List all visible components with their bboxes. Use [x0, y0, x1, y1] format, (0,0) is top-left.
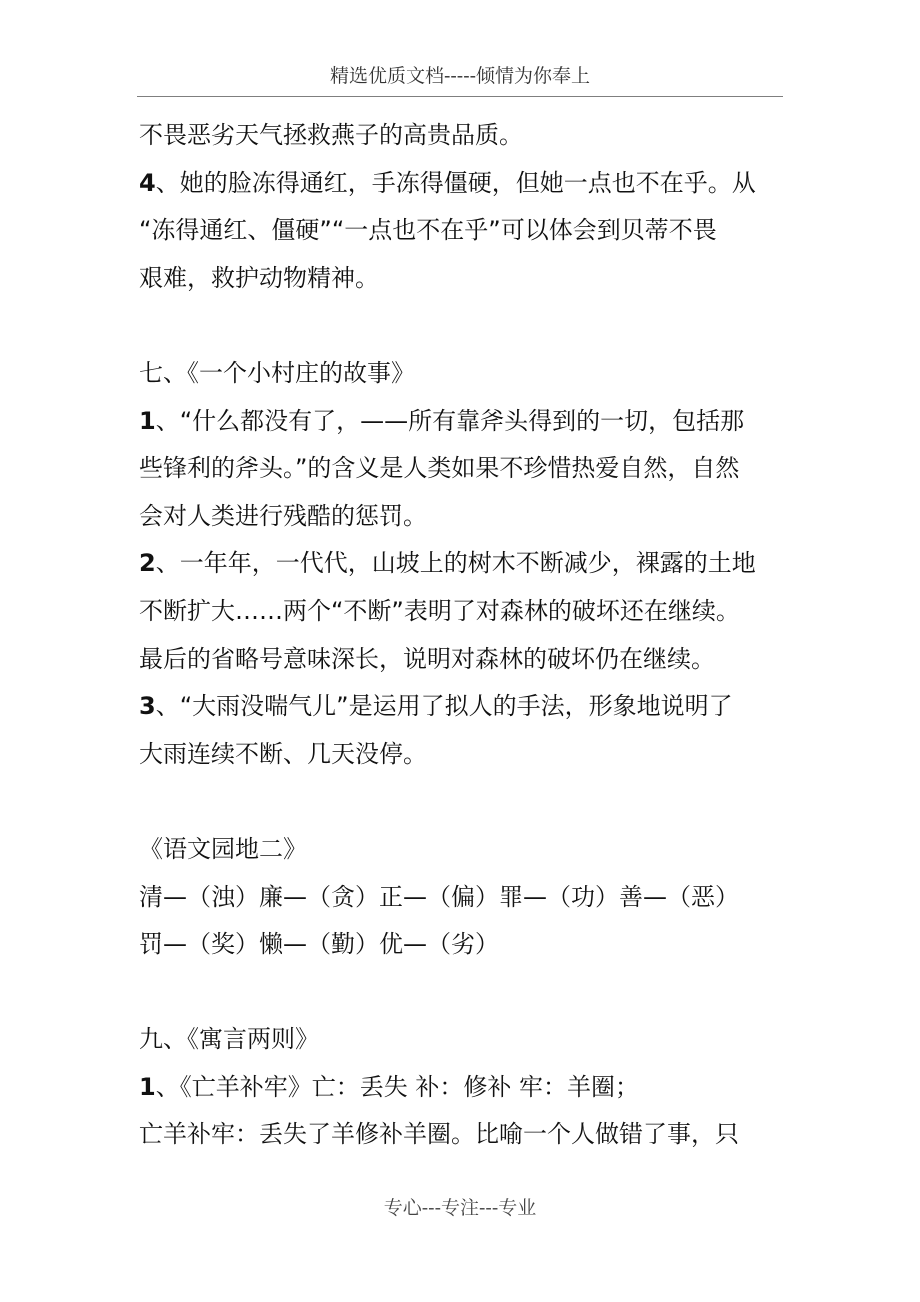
text-line: [139, 112, 789, 160]
blank-line: [139, 969, 789, 1017]
section-heading: [139, 1016, 789, 1064]
text-line: [139, 588, 789, 636]
text-line: [139, 636, 789, 684]
text-line: [139, 445, 789, 493]
line-text: 、她的脸冻得通红，手冻得僵硬，但她一点也不在乎。从: [155, 168, 756, 197]
text-line: [139, 493, 789, 541]
line-text: 会对人类进行残酷的惩罚。: [139, 501, 427, 530]
document-body: [139, 112, 789, 1159]
line-text: 清—（浊）廉—（贪）正—（偏）罪—（功）善—（恶）: [139, 882, 739, 911]
heading-text: 九、《寓言两则》: [139, 1025, 319, 1054]
heading-text: 七、《一个小村庄的故事》: [139, 358, 415, 387]
section-heading: [139, 826, 789, 874]
line-text: 、“大雨没喘气儿”是运用了拟人的手法，形象地说明了: [155, 692, 733, 721]
text-line: [139, 207, 789, 255]
line-text: 罚—（奖）懒—（勤）优—（劣）: [139, 930, 499, 959]
item-number: 3: [139, 692, 156, 721]
text-line: [139, 731, 789, 779]
page-header: [137, 64, 783, 97]
text-line: [139, 1064, 789, 1112]
item-number: 2: [139, 549, 156, 578]
line-text: 亡羊补牢：丢失了羊修补羊圈。比喻一个人做错了事，只: [139, 1120, 739, 1149]
heading-text: 《语文园地二》: [139, 834, 307, 863]
line-text: 、《亡羊补牢》亡：丢失 补：修补 牢：羊圈；: [155, 1072, 639, 1101]
text-line: [139, 874, 789, 922]
blank-line: [139, 778, 789, 826]
text-line: [139, 921, 789, 969]
header-text: 精选优质文档-----倾情为你奉上: [329, 65, 591, 87]
line-text: 、一年年，一代代，山坡上的树木不断减少，裸露的土地: [155, 549, 756, 578]
text-line: [139, 540, 789, 588]
line-text: 些锋利的斧头。”的含义是人类如果不珍惜热爱自然，自然: [139, 454, 740, 483]
text-line: [139, 398, 789, 446]
line-text: 最后的省略号意味深长，说明对森林的破坏仍在继续。: [139, 644, 715, 673]
line-text: 大雨连续不断、几天没停。: [139, 739, 427, 768]
line-text: 、“什么都没有了，——所有靠斧头得到的一切，包括那: [155, 406, 745, 435]
item-number: 1: [139, 406, 156, 435]
line-text: 不畏恶劣天气拯救燕子的高贵品质。: [139, 121, 523, 149]
text-line: [139, 683, 789, 731]
item-number: 4: [139, 168, 156, 197]
text-line: [139, 160, 789, 208]
item-number: 1: [139, 1072, 156, 1101]
text-line: [139, 1111, 789, 1159]
blank-line: [139, 302, 789, 350]
section-heading: [139, 350, 789, 398]
footer-text: 专心---专注---专业: [383, 1197, 537, 1219]
line-text: “冻得通红、僵硬”“一点也不在乎”可以体会到贝蒂不畏: [139, 216, 717, 245]
line-text: 不断扩大……两个“不断”表明了对森林的破坏还在继续。: [139, 596, 740, 625]
line-text: 艰难，救护动物精神。: [139, 263, 379, 292]
page-footer: [0, 1195, 920, 1221]
text-line: [139, 255, 789, 303]
